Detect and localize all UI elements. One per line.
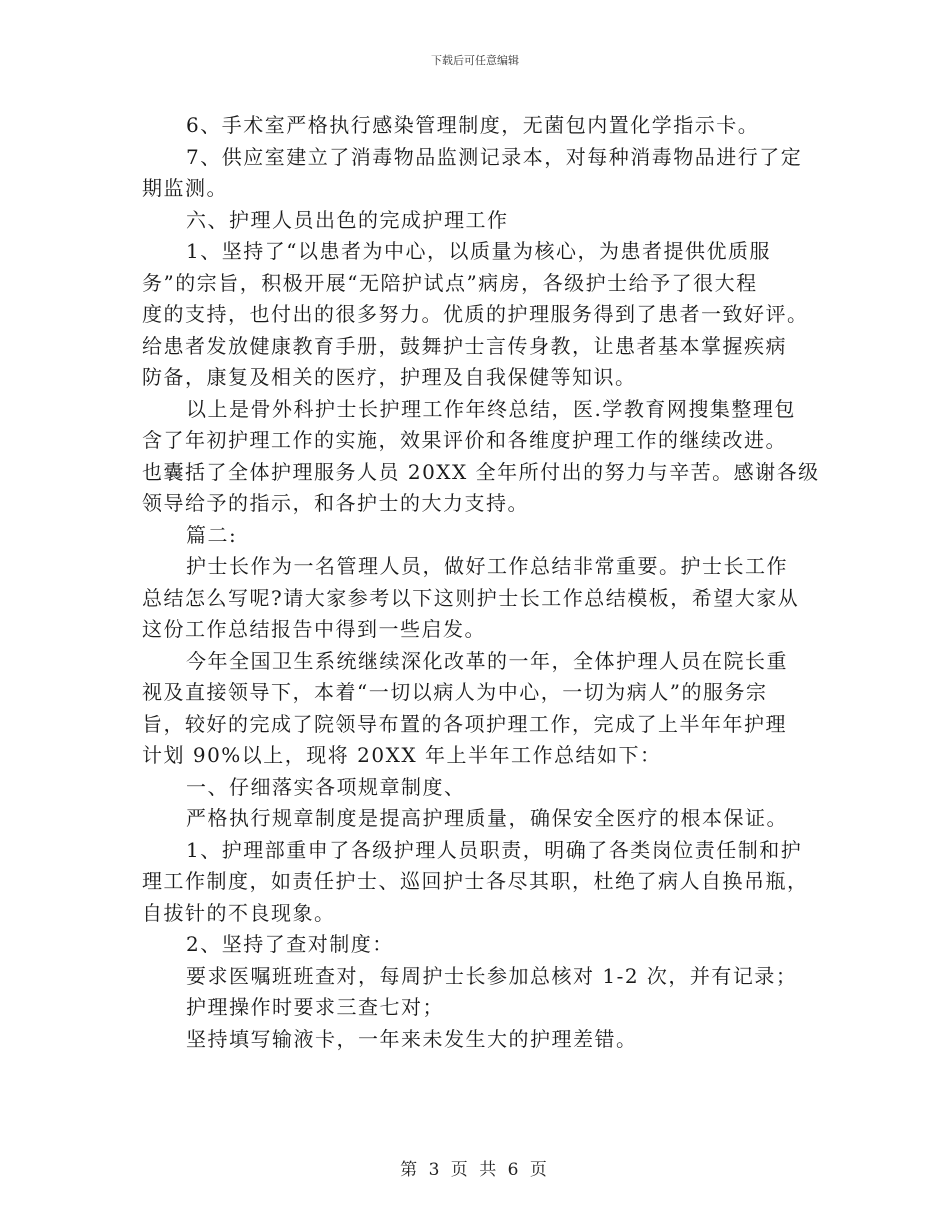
paragraph-line: 旨，较好的完成了院领导布置的各项护理工作，完成了上半年年护理	[142, 711, 787, 736]
paragraph-line: 1、坚持了“以患者为中心，以质量为核心，为患者提供优质服	[186, 239, 771, 263]
paragraph-line: 领导给予的指示，和各护士的大力支持。	[142, 491, 529, 515]
section-heading: 篇二:	[186, 522, 238, 547]
paragraph-line: 防备，康复及相关的医疗，护理及自我保健等知识。	[142, 365, 637, 389]
paragraph-line: 1、护理部重申了各级护理人员职责，明确了各类岗位责任制和护	[186, 837, 803, 862]
paragraph-line: 视及直接领导下，本着“一切以病人为中心，一切为病人”的服务宗	[142, 680, 768, 704]
paragraph-line: 今年全国卫生系统继续深化改革的一年，全体护理人员在院长重	[186, 648, 788, 673]
paragraph-line: 以上是骨外科护士长护理工作年终总结，医.学教育网搜集整理包	[186, 396, 796, 421]
paragraph-line: 严格执行规章制度是提高护理质量，确保安全医疗的根本保证。	[186, 806, 788, 830]
paragraph-line: 总结怎么写呢?请大家参考以下这则护士长工作总结模板，希望大家从	[142, 585, 800, 610]
paragraph-line: 护士长作为一名管理人员，做好工作总结非常重要。护士长工作	[186, 554, 788, 578]
paragraph-line: 2、坚持了查对制度：	[186, 932, 394, 956]
page-header: 下载后可任意编辑	[431, 54, 519, 67]
paragraph-line: 给患者发放健康教育手册，鼓舞护士言传身教，让患者基本掌握疾病	[142, 333, 787, 358]
paragraph-line: 7、供应室建立了消毒物品监测记录本，对每种消毒物品进行了定	[186, 144, 803, 169]
section-heading: 一、仔细落实各项规章制度、	[186, 774, 466, 799]
paragraph-line: 也囊括了全体护理服务人员 20XX 全年所付出的努力与辛苦。感谢各级	[142, 459, 820, 484]
paragraph-line: 含了年初护理工作的实施，效果评价和各维度护理工作的继续改进。	[142, 428, 787, 452]
paragraph-line: 务”的宗旨，积极开展“无陪护试点”病房，各级护士给予了很大程	[142, 270, 758, 295]
document-body	[142, 110, 820, 1055]
paragraph-line: 期监测。	[142, 176, 228, 200]
paragraph-line: 理工作制度，如责任护士、巡回护士各尽其职，杜绝了病人自换吊瓶，	[142, 869, 809, 893]
paragraph-line: 坚持填写输液卡，一年来未发生大的护理差错。	[186, 1026, 638, 1051]
paragraph-line: 6、手术室严格执行感染管理制度，无菌包内置化学指示卡。	[186, 113, 760, 137]
section-heading: 六、护理人员出色的完成护理工作	[186, 207, 509, 232]
paragraph-line: 要求医嘱班班查对，每周护士长参加总核对 1-2 次，并有记录；	[186, 963, 798, 988]
paragraph-line: 自拔针的不良现象。	[142, 900, 336, 925]
paragraph-line: 度的支持，也付出的很多努力。优质的护理服务得到了患者一致好评。	[142, 302, 809, 326]
paragraph-line: 计划 90%以上，现将 20XX 年上半年工作总结如下：	[142, 743, 662, 767]
page-footer: 第 3 页 共 6 页	[400, 1160, 550, 1180]
paragraph-line: 这份工作总结报告中得到一些启发。	[142, 617, 486, 641]
paragraph-line: 护理操作时要求三查七对；	[186, 995, 444, 1019]
